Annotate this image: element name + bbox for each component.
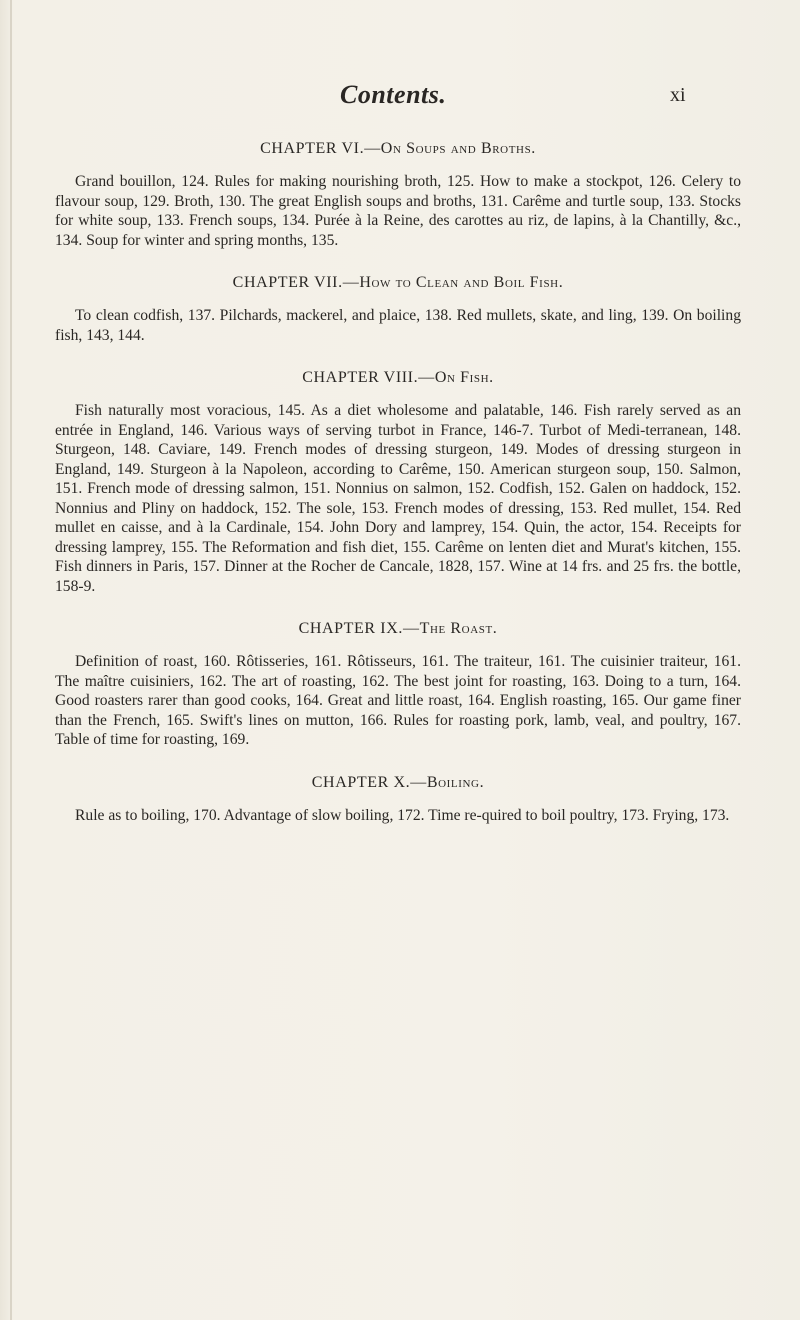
chapter-number: CHAPTER VII. (232, 274, 343, 291)
chapter-summary: Fish naturally most voracious, 145. As a diet wholesome and palatable, 146. Fish rarely served as an entrée in England, 146. Various ways of serving turbot in France, 146-7. Turbot of Medi-terranean, 148. Sturgeon, 148. Caviare, 149. French modes of dressing sturgeon, 149. Modes of dressing sturgeon in England, 149. Sturgeon à la Napoleon, according to Carême, 150. American sturgeon soup, 150. Salmon, 151. French mode of dressing salmon, 151. Nonnius on salmon, 152. Codfish, 152. Galen on haddock, 152. Nonnius and Pliny on haddock, 152. The sole, 153. French modes of dressing, 153. Red mullet, 154. Red mullet en caisse, and à la Cardinale, 154. John Dory and lamprey, 154. Quin, the actor, 154. Receipts for dressing lamprey, 155. The Reformation and fish diet, 155. Carême on lenten diet and Murat's kitchen, 155. Fish dinners in Paris, 157. Dinner at the Rocher de Cancale, 1828, 157. Wine at 14 frs. and 25 frs. the bottle, 158-9. (55, 402, 741, 595)
running-title: Contents. (340, 80, 447, 109)
chapter-section (55, 620, 741, 750)
chapter-section (55, 274, 741, 345)
chapter-section (55, 140, 741, 250)
page-number: xi (670, 84, 686, 106)
chapter-summary: Rule as to boiling, 170. Advantage of slow boiling, 172. Time re-quired to boil poultry, 173. Frying, 173. (75, 806, 730, 824)
chapter-title: On Soups and Broths. (380, 140, 536, 157)
page-gutter-edge (10, 0, 12, 1320)
chapter-section (55, 369, 741, 596)
chapter-summary: Definition of roast, 160. Rôtisseries, 161. Rôtisseurs, 161. The traiteur, 161. The cuisinier traiteur, 161. The maître cuisiniers, 162. The art of roasting, 162. The best joint for roasting, 163. Doing to a turn, 164. Good roasters rarer than good cooks, 164. Great and little roast, 164. English roasting, 165. Our game finer than the French, 165. Swift's lines on mutton, 166. Rules for roasting pork, lamb, veal, and poultry, 167. Table of time for roasting, 169. (55, 653, 741, 748)
chapter-number: CHAPTER IX. (298, 620, 403, 637)
chapter-heading: CHAPTER VIII.—On Fish. (302, 369, 494, 386)
chapter-heading: CHAPTER X.—Boiling. (311, 773, 485, 791)
chapter-title: How to Clean and Boil Fish. (359, 274, 564, 291)
chapter-heading: CHAPTER VII.—How to Clean and Boil Fish. (232, 274, 564, 291)
running-head (0, 80, 800, 120)
chapter-summary: Grand bouillon, 124. Rules for making nourishing broth, 125. How to make a stockpot, 126. Celery to flavour soup, 129. Broth, 130. The great English soups and broths, 131. Carême and turtle soup, 133. Stocks for white soup, 133. French soups, 134. Purée à la Reine, des carottes au riz, de lapins, à la Chantilly, &c., 134. Soup for winter and spring months, 135. (55, 173, 741, 249)
chapter-heading: CHAPTER IX.—The Roast. (298, 620, 498, 637)
chapter-number: CHAPTER X. (311, 773, 411, 791)
chapter-title: On Fish. (434, 369, 494, 386)
chapter-heading: CHAPTER VI.—On Soups and Broths. (260, 140, 536, 157)
chapter-title: Boiling. (426, 773, 485, 791)
chapter-number: CHAPTER VI. (260, 140, 365, 157)
chapter-section (55, 774, 741, 826)
chapter-summary: To clean codfish, 137. Pilchards, mackerel, and plaice, 138. Red mullets, skate, and ling, 139. On boiling fish, 143, 144. (55, 307, 741, 344)
chapter-title: The Roast. (419, 620, 498, 637)
contents-body (55, 140, 741, 849)
chapter-number: CHAPTER VIII. (302, 369, 419, 386)
